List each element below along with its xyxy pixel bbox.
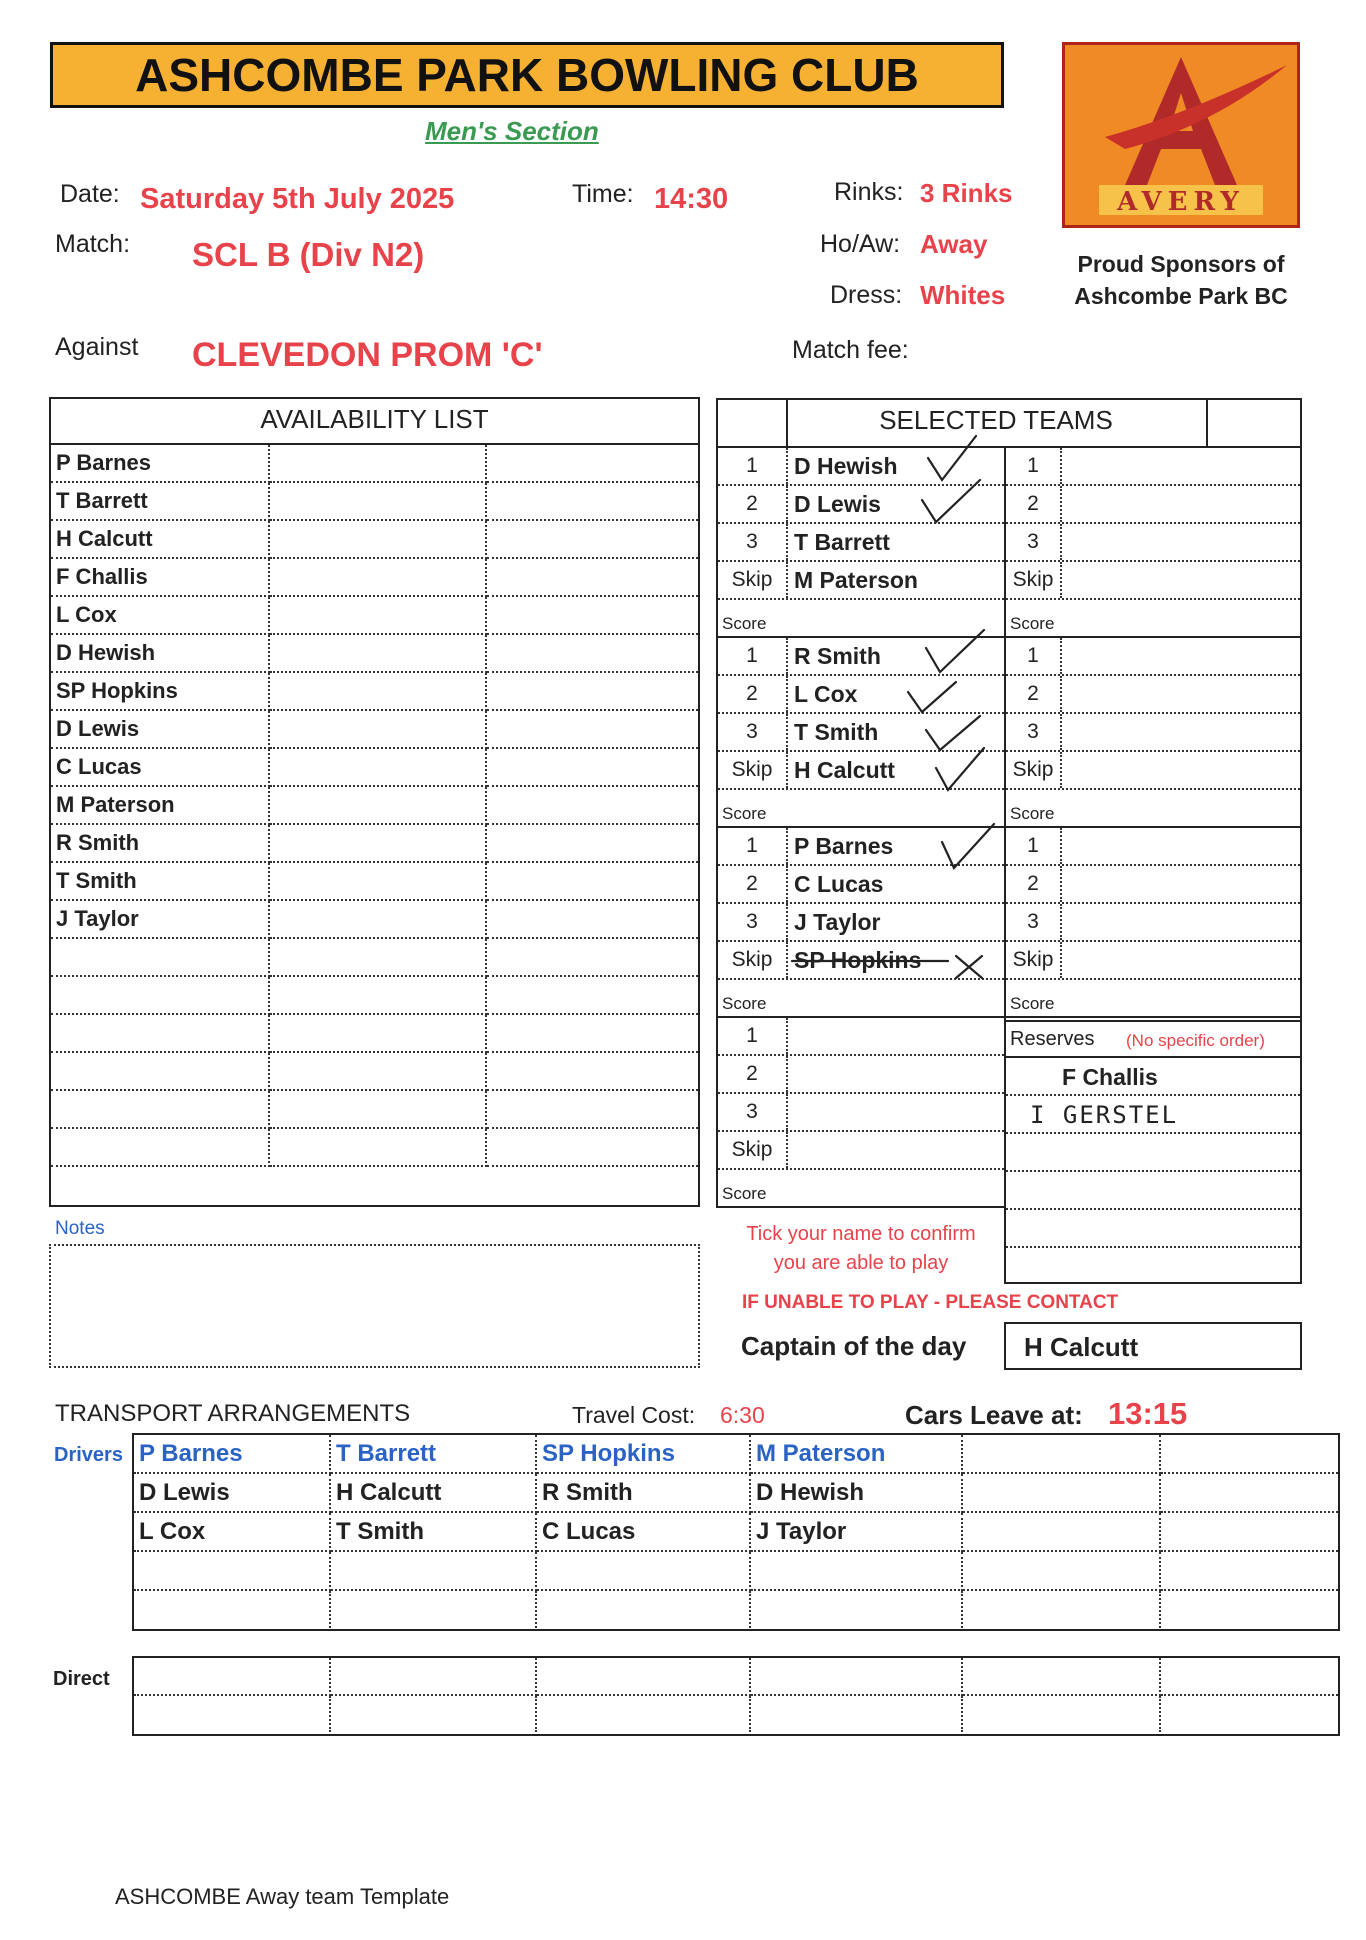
reserves-label: Reserves [1010, 1028, 1095, 1050]
position-label: Skip [1006, 562, 1062, 598]
position-label: Skip [718, 1132, 788, 1168]
score-label: Score [722, 614, 767, 633]
position-label: Skip [1006, 942, 1062, 978]
notes-label: Notes [55, 1218, 105, 1239]
selected-player: SP Hopkins [794, 947, 922, 973]
position-label: 1 [1006, 828, 1062, 864]
selected-player: J Taylor [794, 909, 881, 935]
passenger-name: L Cox [134, 1512, 330, 1551]
position-label: 1 [718, 828, 788, 864]
tick-instruction: Tick your name to confirm you are able to play [746, 1223, 976, 1274]
tick-icon [926, 716, 980, 750]
date-label: Date: [60, 180, 120, 208]
score-label: Score [1010, 804, 1055, 823]
passenger-name: R Smith [536, 1473, 750, 1512]
availability-player: H Calcutt [51, 520, 269, 558]
selected-player: D Lewis [794, 491, 881, 517]
availability-player: M Paterson [51, 786, 269, 824]
captain-label: Captain of the day [741, 1331, 967, 1361]
time-value: 14:30 [654, 183, 729, 215]
position-label: 1 [1006, 638, 1062, 674]
position-label: 3 [1006, 714, 1062, 750]
availability-title: AVAILABILITY LIST [260, 404, 489, 434]
availability-player: D Hewish [51, 634, 269, 672]
selected-player: R Smith [794, 643, 881, 669]
section-subtitle: Men's Section [425, 116, 599, 146]
score-label: Score [722, 1184, 767, 1203]
unable-to-play-note: IF UNABLE TO PLAY - PLEASE CONTACT [742, 1292, 1119, 1313]
availability-player: J Taylor [51, 900, 269, 938]
dress-value: Whites [920, 280, 1006, 310]
availability-player: T Barrett [51, 482, 269, 520]
position-label: Skip [718, 752, 788, 788]
cross-icon [956, 956, 982, 978]
dress-label: Dress: [830, 281, 903, 309]
availability-player: D Lewis [51, 710, 269, 748]
reserve-item: I GERSTEL [1006, 1096, 1300, 1134]
position-label: 2 [1006, 676, 1062, 712]
match-value: SCL B (Div N2) [192, 236, 425, 273]
position-label: 2 [718, 866, 788, 902]
position-label: 1 [718, 448, 788, 484]
reserve-item: F Challis [1006, 1058, 1300, 1096]
against-value: CLEVEDON PROM 'C' [192, 336, 543, 374]
tick-icon [928, 436, 976, 480]
against-label: Against [55, 333, 139, 361]
time-label: Time: [572, 180, 634, 208]
position-label: 2 [1006, 866, 1062, 902]
selected-title: SELECTED TEAMS [879, 405, 1113, 435]
availability-player: T Smith [51, 862, 269, 900]
availability-player: R Smith [51, 824, 269, 862]
passenger-name: P Barnes [134, 1435, 330, 1473]
position-label: 3 [1006, 524, 1062, 560]
travel-cost-value: 6:30 [720, 1402, 765, 1428]
position-label: 1 [718, 1018, 788, 1054]
score-label: Score [722, 994, 767, 1013]
passenger-name: D Hewish [750, 1473, 962, 1512]
match-label: Match: [55, 230, 131, 258]
position-label: 2 [718, 676, 788, 712]
score-label: Score [1010, 994, 1055, 1013]
position-label: Skip [1006, 752, 1062, 788]
availability-player: L Cox [51, 596, 269, 634]
position-label: 1 [718, 638, 788, 674]
passenger-name: H Calcutt [330, 1473, 536, 1512]
tick-icon [926, 630, 984, 672]
selected-player: H Calcutt [794, 757, 895, 783]
position-label: 3 [718, 524, 788, 560]
selected-player: T Smith [794, 719, 879, 745]
passenger-name: M Paterson [750, 1435, 962, 1473]
tick-icon [922, 480, 980, 522]
logo-text: AVERY [1117, 187, 1245, 217]
date-value: Saturday 5th July 2025 [140, 183, 455, 215]
tick-icon [936, 748, 984, 790]
club-title: ASHCOMBE PARK BOWLING CLUB [50, 42, 1004, 108]
availability-player: C Lucas [51, 748, 269, 786]
selected-player: M Paterson [794, 567, 918, 593]
passenger-name: J Taylor [750, 1512, 962, 1551]
position-label: 3 [718, 714, 788, 750]
selected-player: L Cox [794, 681, 858, 707]
tick-icon [942, 824, 994, 868]
captain-value: H Calcutt [1004, 1322, 1302, 1370]
position-label: Skip [718, 942, 788, 978]
availability-player: F Challis [51, 558, 269, 596]
availability-player: P Barnes [51, 445, 269, 482]
transport-title: TRANSPORT ARRANGEMENTS [55, 1400, 411, 1427]
position-label: 1 [1006, 448, 1062, 484]
position-label: 3 [718, 904, 788, 940]
score-label: Score [722, 804, 767, 823]
selected-player: C Lucas [794, 871, 884, 897]
position-label: Skip [718, 562, 788, 598]
position-label: 3 [718, 1094, 788, 1130]
cars-leave-value: 13:15 [1108, 1396, 1188, 1431]
passenger-name: T Barrett [330, 1435, 536, 1473]
selected-player: D Hewish [794, 453, 898, 479]
sponsor-text: Proud Sponsors of Ashcombe Park BC [1074, 251, 1288, 309]
tick-icon [908, 682, 956, 712]
position-label: 2 [1006, 486, 1062, 522]
score-label: Score [1010, 614, 1055, 633]
cars-leave-label: Cars Leave at: [905, 1400, 1083, 1430]
travel-cost-label: Travel Cost: [572, 1402, 696, 1428]
passenger-name: SP Hopkins [536, 1435, 750, 1473]
rinks-value: 3 Rinks [920, 178, 1013, 208]
position-label: 2 [718, 486, 788, 522]
drivers-label: Drivers [54, 1444, 123, 1466]
position-label: 2 [718, 1056, 788, 1092]
passenger-name: C Lucas [536, 1512, 750, 1551]
availability-player: SP Hopkins [51, 672, 269, 710]
passenger-name: D Lewis [134, 1473, 330, 1512]
match-fee-label: Match fee: [792, 336, 909, 364]
hoaw-label: Ho/Aw: [820, 230, 901, 258]
rinks-label: Rinks: [834, 178, 904, 206]
hoaw-value: Away [920, 229, 988, 259]
selected-player: T Barrett [794, 529, 890, 555]
reserves-note: (No specific order) [1126, 1031, 1265, 1050]
selected-player: P Barnes [794, 833, 894, 859]
position-label: 3 [1006, 904, 1062, 940]
passenger-name: T Smith [330, 1512, 536, 1551]
footer-text: ASHCOMBE Away team Template [115, 1884, 450, 1909]
direct-label: Direct [53, 1668, 110, 1690]
